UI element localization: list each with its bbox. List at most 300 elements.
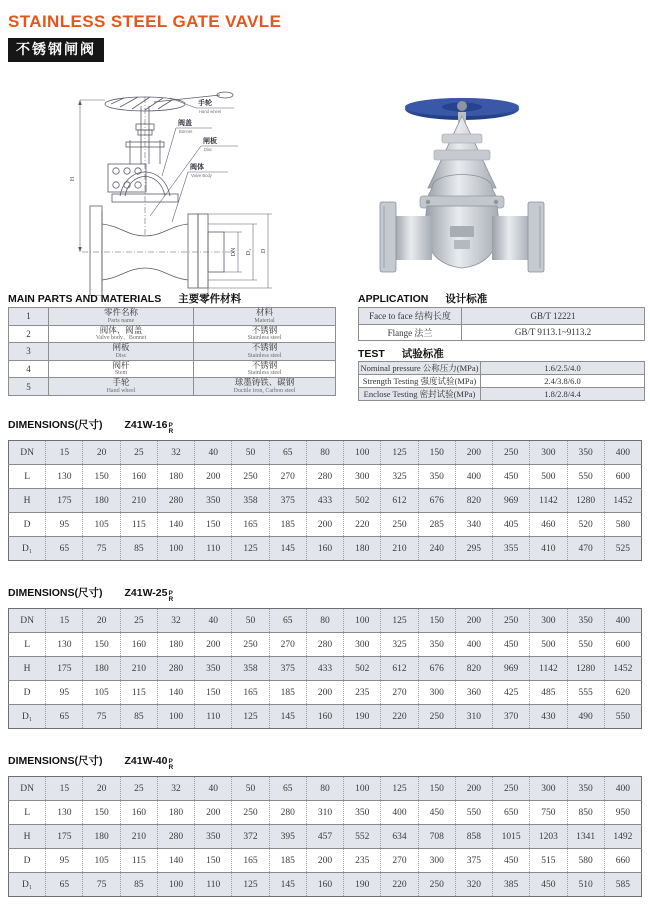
dimension-cell: 820 <box>455 489 492 513</box>
dimension-cell: 580 <box>567 849 604 873</box>
dimension-cell: 950 <box>604 801 641 825</box>
dimension-cell: 969 <box>493 489 530 513</box>
dimension-cell: 130 <box>46 801 83 825</box>
application-title-en: APPLICATION <box>358 293 429 305</box>
callout-handwheel-en: Hand wheel <box>199 109 222 114</box>
dimension-cell: 502 <box>344 489 381 513</box>
test-row <box>359 388 645 401</box>
parts-name-cn: 零件名称 <box>103 307 138 318</box>
dimension-cell: 280 <box>157 489 194 513</box>
dimension-cell: 355 <box>493 537 530 561</box>
parts-name-en: Valve body、Bonnet <box>95 335 147 342</box>
dimension-cell: 1280 <box>567 489 604 513</box>
dimension-cell: 125 <box>381 609 418 633</box>
dimension-cell: 130 <box>46 633 83 657</box>
dimension-cell: 160 <box>306 537 343 561</box>
parts-row-material <box>194 343 336 361</box>
dimension-cell: 375 <box>269 657 306 681</box>
dimension-cell: 200 <box>195 801 232 825</box>
dimension-cell: 75 <box>83 873 120 897</box>
dimension-cell: 175 <box>46 657 83 681</box>
dimension-cell: 65 <box>46 705 83 729</box>
parts-title-cn: 主要零件材料 <box>178 293 242 305</box>
dimensions-row <box>9 681 642 705</box>
parts-name-cn: 阀体、阀盖 <box>99 324 143 335</box>
dimensions-row <box>9 441 642 465</box>
dimension-cell: 1142 <box>530 489 567 513</box>
dimensions-label: DIMENSIONS(尺寸) <box>8 755 103 767</box>
dimension-cell: 1452 <box>604 657 641 681</box>
dimension-cell: 500 <box>530 465 567 489</box>
dimension-cell: 15 <box>46 441 83 465</box>
dimension-cell: 450 <box>418 801 455 825</box>
page-subtitle-cn: 不锈钢闸阀 <box>8 38 104 62</box>
dimension-cell: 350 <box>195 657 232 681</box>
dimension-cell: 140 <box>157 849 194 873</box>
dimension-cell: 250 <box>232 801 269 825</box>
dimension-cell: 450 <box>530 873 567 897</box>
dimension-cell: 200 <box>455 609 492 633</box>
test-value: 2.4/3.8/6.0 <box>481 375 645 388</box>
dimension-cell: 75 <box>83 537 120 561</box>
parts-row <box>9 378 336 396</box>
dimension-cell: 660 <box>604 849 641 873</box>
dimension-cell: 180 <box>344 537 381 561</box>
dimension-cell: 708 <box>418 825 455 849</box>
dimension-cell: 969 <box>493 657 530 681</box>
dimension-cell: 433 <box>306 489 343 513</box>
dimension-cell: 80 <box>306 609 343 633</box>
dimension-cell: 375 <box>455 849 492 873</box>
dimensions-block-z41w-40 <box>8 753 642 897</box>
dim-label-d: D <box>261 248 267 254</box>
dimension-cell: 450 <box>493 465 530 489</box>
parts-material-en: Ductile iron, Carbon steel <box>233 387 296 394</box>
parts-material-cn: 不锈钢 <box>251 342 278 353</box>
parts-row-number: 4 <box>9 360 49 378</box>
dimension-cell: 555 <box>567 681 604 705</box>
dimension-cell: 110 <box>195 537 232 561</box>
dimension-cell: 110 <box>195 873 232 897</box>
dimension-cell: 95 <box>46 849 83 873</box>
dimension-row-header: H <box>9 489 46 513</box>
dimensions-row <box>9 825 642 849</box>
dimension-cell: 150 <box>418 441 455 465</box>
dimension-row-header: D₁ <box>9 705 46 729</box>
dimensions-model: Z41W-40 P R <box>124 755 174 771</box>
dimension-cell: 105 <box>83 849 120 873</box>
dimension-cell: 358 <box>232 489 269 513</box>
parts-row-number: 3 <box>9 343 49 361</box>
callout-bonnet-en: Bonnet <box>179 129 193 134</box>
application-label: Face to face 结构长度 <box>359 308 462 325</box>
dimension-cell: 180 <box>157 633 194 657</box>
parts-row-name <box>49 308 194 326</box>
dimension-cell: 490 <box>567 705 604 729</box>
dimension-cell: 270 <box>269 465 306 489</box>
dimension-cell: 300 <box>530 777 567 801</box>
pressure-class-r: R <box>168 427 174 435</box>
dimension-cell: 280 <box>269 801 306 825</box>
dimension-cell: 600 <box>604 633 641 657</box>
dimension-cell: 400 <box>604 609 641 633</box>
dimension-cell: 200 <box>306 513 343 537</box>
test-title-en: TEST <box>358 348 385 360</box>
dimension-cell: 85 <box>120 705 157 729</box>
dimension-cell: 1142 <box>530 657 567 681</box>
dimension-cell: 502 <box>344 657 381 681</box>
pressure-class-r: R <box>168 595 174 603</box>
dimension-cell: 125 <box>381 441 418 465</box>
parts-row-number: 5 <box>9 378 49 396</box>
dimension-cell: 185 <box>269 513 306 537</box>
dimension-cell: 552 <box>344 825 381 849</box>
parts-material-en: Stainless steel <box>247 335 282 342</box>
dimension-cell: 25 <box>120 609 157 633</box>
parts-name-cn: 阀杆 <box>112 359 130 370</box>
dimension-cell: 676 <box>418 657 455 681</box>
parts-material-cn: 材料 <box>255 307 273 318</box>
dimensions-heading <box>8 753 642 770</box>
dimensions-heading <box>8 585 642 602</box>
dimension-cell: 550 <box>567 465 604 489</box>
dimension-cell: 32 <box>157 441 194 465</box>
dimension-cell: 40 <box>195 777 232 801</box>
dimension-cell: 300 <box>418 681 455 705</box>
dimension-cell: 235 <box>344 681 381 705</box>
test-label: Enclose Testing 密封试验(MPa) <box>359 388 481 401</box>
application-value: GB/T 12221 <box>462 308 645 325</box>
parts-material-en: Stainless steel <box>247 352 282 359</box>
parts-name-en: Stem <box>114 370 128 377</box>
dimension-cell: 210 <box>120 657 157 681</box>
dimension-cell: 210 <box>120 825 157 849</box>
dimensions-table <box>8 776 642 897</box>
dimension-cell: 150 <box>83 465 120 489</box>
callout-body-cn: 阀体 <box>190 164 204 171</box>
dimensions-label: DIMENSIONS(尺寸) <box>8 587 103 599</box>
dimension-cell: 310 <box>455 705 492 729</box>
dimension-cell: 32 <box>157 777 194 801</box>
dimension-cell: 160 <box>306 873 343 897</box>
dimensions-heading <box>8 417 642 434</box>
pressure-class-p: P <box>168 590 173 597</box>
dimension-cell: 50 <box>232 441 269 465</box>
dimension-cell: 485 <box>530 681 567 705</box>
dimension-cell: 395 <box>269 825 306 849</box>
dimension-cell: 310 <box>306 801 343 825</box>
pressure-class-p: P <box>168 758 173 765</box>
pressure-class-mark <box>168 591 173 602</box>
dimension-cell: 130 <box>46 465 83 489</box>
dimension-row-header: D <box>9 849 46 873</box>
dimension-cell: 200 <box>195 633 232 657</box>
dimension-cell: 300 <box>344 633 381 657</box>
dimension-cell: 140 <box>157 681 194 705</box>
dimension-cell: 250 <box>418 873 455 897</box>
dimension-cell: 460 <box>530 513 567 537</box>
dimension-cell: 200 <box>195 465 232 489</box>
dimension-cell: 250 <box>232 633 269 657</box>
test-row <box>359 362 645 375</box>
callout-disc-cn: 闸板 <box>203 138 217 145</box>
dimension-cell: 550 <box>604 705 641 729</box>
dimensions-label: DIMENSIONS(尺寸) <box>8 419 103 431</box>
dimension-cell: 350 <box>567 609 604 633</box>
dimension-cell: 280 <box>306 633 343 657</box>
dimension-cell: 145 <box>269 705 306 729</box>
dimension-cell: 1341 <box>567 825 604 849</box>
dimension-cell: 15 <box>46 777 83 801</box>
dimension-cell: 405 <box>493 513 530 537</box>
dimension-cell: 65 <box>269 777 306 801</box>
dimensions-row <box>9 849 642 873</box>
test-row <box>359 375 645 388</box>
parts-material-en: Stainless steel <box>247 370 282 377</box>
parts-row-name <box>49 360 194 378</box>
dimensions-row <box>9 537 642 561</box>
dimension-cell: 105 <box>83 513 120 537</box>
dimension-cell: 150 <box>83 633 120 657</box>
dimension-cell: 125 <box>232 705 269 729</box>
dimension-cell: 400 <box>604 441 641 465</box>
dimension-cell: 634 <box>381 825 418 849</box>
dimension-cell: 200 <box>306 681 343 705</box>
dimension-cell: 125 <box>232 873 269 897</box>
dimension-cell: 600 <box>604 465 641 489</box>
dimension-cell: 585 <box>604 873 641 897</box>
parts-material-cn: 球墨铸铁、碳钢 <box>234 377 295 388</box>
test-value: 1.6/2.5/4.0 <box>481 362 645 375</box>
dimension-cell: 457 <box>306 825 343 849</box>
dimension-cell: 385 <box>493 873 530 897</box>
callout-handwheel-cn: 手轮 <box>198 100 212 107</box>
dimension-cell: 612 <box>381 489 418 513</box>
dimension-cell: 160 <box>120 633 157 657</box>
dimension-cell: 150 <box>83 801 120 825</box>
valve-photo <box>372 88 552 278</box>
dimension-cell: 180 <box>157 801 194 825</box>
dimension-cell: 25 <box>120 441 157 465</box>
dimension-cell: 500 <box>530 633 567 657</box>
parts-row-number: 1 <box>9 308 49 326</box>
dimension-cell: 115 <box>120 513 157 537</box>
pressure-class-r: R <box>168 763 174 771</box>
dimension-cell: 180 <box>157 465 194 489</box>
dimension-cell: 525 <box>604 537 641 561</box>
dimension-cell: 160 <box>120 801 157 825</box>
dimension-cell: 32 <box>157 609 194 633</box>
callout-bonnet-cn: 阀盖 <box>178 120 192 127</box>
parts-row-number: 2 <box>9 325 49 343</box>
test-label: Strength Testing 强度试验(MPa) <box>359 375 481 388</box>
dimension-row-header: DN <box>20 615 34 626</box>
test-section-heading <box>358 346 444 361</box>
dimensions-row <box>9 633 642 657</box>
parts-material-cn: 不锈钢 <box>251 359 278 370</box>
dimension-cell: 270 <box>381 681 418 705</box>
dimension-cell: 850 <box>567 801 604 825</box>
dimension-row-header: D₁ <box>9 537 46 561</box>
dimensions-table <box>8 608 642 729</box>
dimensions-row <box>9 465 642 489</box>
dimension-cell: 20 <box>83 441 120 465</box>
dimension-cell: 210 <box>381 537 418 561</box>
dimensions-model: Z41W-25 P R <box>124 587 174 603</box>
dimensions-row <box>9 705 642 729</box>
dimension-cell: 140 <box>157 513 194 537</box>
dimension-cell: 145 <box>269 873 306 897</box>
dimension-cell: 235 <box>344 849 381 873</box>
dimension-row-header: DN <box>20 447 34 458</box>
dimension-cell: 110 <box>195 705 232 729</box>
dimension-cell: 175 <box>46 825 83 849</box>
dimension-cell: 150 <box>418 609 455 633</box>
parts-name-en: Disc <box>115 352 127 359</box>
dimension-cell: 200 <box>455 441 492 465</box>
dimension-row-header: H <box>9 825 46 849</box>
dimension-cell: 80 <box>306 441 343 465</box>
dim-label-h: H <box>70 176 76 182</box>
dimension-cell: 190 <box>344 705 381 729</box>
dimension-cell: 105 <box>83 681 120 705</box>
dimension-cell: 750 <box>530 801 567 825</box>
dimension-cell: 220 <box>344 513 381 537</box>
dimension-cell: 240 <box>418 537 455 561</box>
dimension-cell: 350 <box>418 633 455 657</box>
dimension-cell: 820 <box>455 657 492 681</box>
dimensions-row <box>9 873 642 897</box>
parts-row <box>9 360 336 378</box>
dimension-cell: 115 <box>120 849 157 873</box>
dimension-row-header: D <box>9 681 46 705</box>
dimension-cell: 250 <box>381 513 418 537</box>
dimension-cell: 270 <box>269 633 306 657</box>
dimension-cell: 250 <box>493 441 530 465</box>
dimension-cell: 295 <box>455 537 492 561</box>
application-section-heading <box>358 291 487 306</box>
dimension-cell: 65 <box>46 873 83 897</box>
dimension-cell: 400 <box>381 801 418 825</box>
parts-section-heading <box>8 291 241 306</box>
dimension-cell: 372 <box>232 825 269 849</box>
dimension-cell: 50 <box>232 609 269 633</box>
application-table <box>358 307 645 341</box>
dimension-cell: 250 <box>232 465 269 489</box>
parts-row-name <box>49 325 194 343</box>
dimension-cell: 180 <box>83 657 120 681</box>
dimension-cell: 25 <box>120 777 157 801</box>
dimension-cell: 425 <box>493 681 530 705</box>
dimension-cell: 185 <box>269 849 306 873</box>
dimension-cell: 100 <box>344 609 381 633</box>
application-label: Flange 法兰 <box>359 324 462 341</box>
dimension-cell: 280 <box>157 657 194 681</box>
dimension-cell: 612 <box>381 657 418 681</box>
dimension-cell: 515 <box>530 849 567 873</box>
dimension-cell: 220 <box>381 705 418 729</box>
dimensions-block-z41w-25 <box>8 585 642 729</box>
pressure-class-mark <box>168 759 173 770</box>
dimension-cell: 100 <box>344 441 381 465</box>
dimension-cell: 95 <box>46 681 83 705</box>
dimension-cell: 50 <box>232 777 269 801</box>
test-value: 1.8/2.8/4.4 <box>481 388 645 401</box>
parts-row-name <box>49 378 194 396</box>
dimension-cell: 1492 <box>604 825 641 849</box>
dimension-cell: 470 <box>567 537 604 561</box>
parts-name-cn: 闸板 <box>112 342 130 353</box>
dimensions-model: Z41W-16 P R <box>124 419 174 435</box>
dimension-cell: 95 <box>46 513 83 537</box>
application-value: GB/T 9113.1~9113.2 <box>462 324 645 341</box>
dimension-cell: 85 <box>120 537 157 561</box>
dimension-cell: 280 <box>306 465 343 489</box>
dimensions-row <box>9 801 642 825</box>
dimension-cell: 350 <box>567 777 604 801</box>
dimension-cell: 360 <box>455 681 492 705</box>
dimension-cell: 1203 <box>530 825 567 849</box>
dimension-row-header: D <box>9 513 46 537</box>
dimension-cell: 320 <box>455 873 492 897</box>
dimension-cell: 510 <box>567 873 604 897</box>
dimension-cell: 65 <box>46 537 83 561</box>
dimension-cell: 150 <box>195 849 232 873</box>
dimension-cell: 250 <box>493 777 530 801</box>
parts-material-en: Material <box>254 317 275 324</box>
dimension-cell: 200 <box>306 849 343 873</box>
dimension-cell: 375 <box>269 489 306 513</box>
dimension-cell: 190 <box>344 873 381 897</box>
dimension-cell: 180 <box>83 489 120 513</box>
dimension-cell: 100 <box>157 873 194 897</box>
dimension-cell: 15 <box>46 609 83 633</box>
dimensions-row <box>9 657 642 681</box>
dimension-row-header: L <box>9 801 46 825</box>
dimension-cell: 210 <box>120 489 157 513</box>
dimension-row-header: DN <box>20 783 34 794</box>
dimension-cell: 430 <box>530 705 567 729</box>
dimension-cell: 270 <box>381 849 418 873</box>
dimensions-row <box>9 609 642 633</box>
dimension-cell: 65 <box>269 441 306 465</box>
dimension-cell: 125 <box>381 777 418 801</box>
dimension-cell: 550 <box>567 633 604 657</box>
dimension-cell: 165 <box>232 849 269 873</box>
dimension-cell: 620 <box>604 681 641 705</box>
dimension-cell: 165 <box>232 681 269 705</box>
parts-material-cn: 不锈钢 <box>251 324 278 335</box>
dimension-cell: 350 <box>344 801 381 825</box>
dimension-cell: 350 <box>195 825 232 849</box>
dimension-cell: 1452 <box>604 489 641 513</box>
dimension-cell: 350 <box>567 441 604 465</box>
parts-row-material <box>194 378 336 396</box>
dimension-cell: 450 <box>493 633 530 657</box>
dimensions-sections <box>8 417 642 897</box>
dimension-cell: 550 <box>455 801 492 825</box>
parts-row-name <box>49 343 194 361</box>
dimension-row-header: D₁ <box>9 873 46 897</box>
callout-body-en: Valve Body <box>191 173 212 178</box>
dimension-cell: 370 <box>493 705 530 729</box>
dimension-row-header: L <box>9 633 46 657</box>
dimension-cell: 300 <box>530 609 567 633</box>
parts-row-material <box>194 325 336 343</box>
valve-drawing <box>48 84 338 296</box>
parts-row-material <box>194 360 336 378</box>
dimension-cell: 1280 <box>567 657 604 681</box>
